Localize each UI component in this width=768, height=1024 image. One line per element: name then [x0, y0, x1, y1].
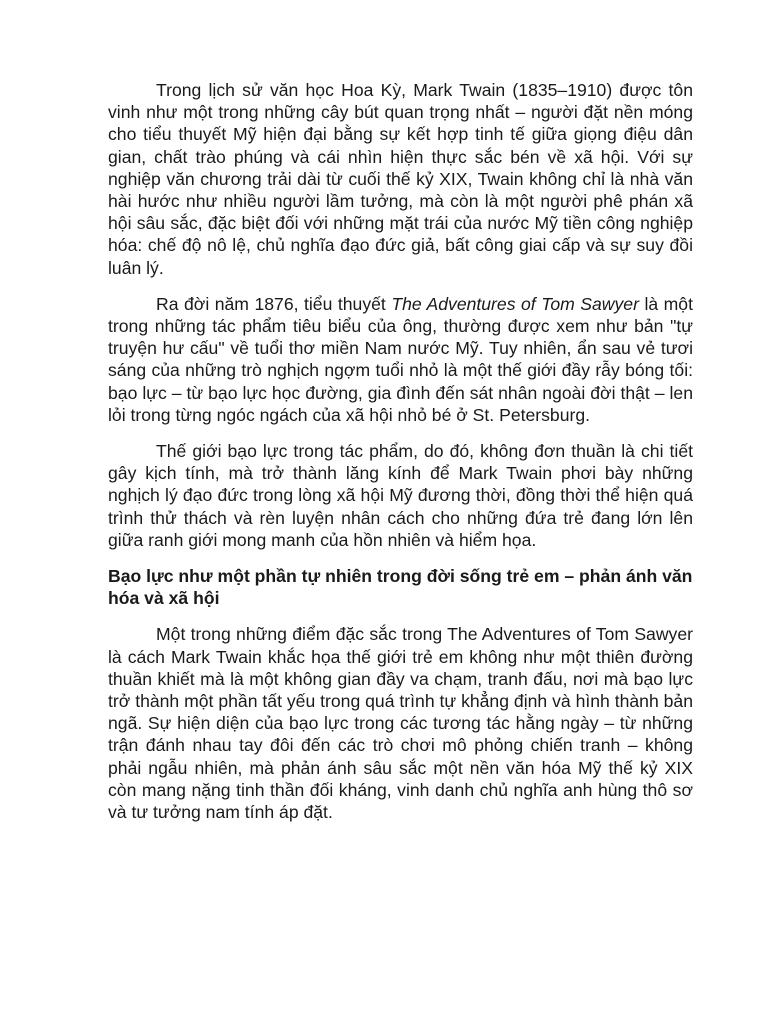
paragraph-intro: Trong lịch sử văn học Hoa Kỳ, Mark Twain (1835–1910) được tôn vinh như một trong những cây bút quan trọng nhất – người đặt nền móng cho tiểu thuyết Mỹ hiện đại bằng sự kết hợp tinh tế giữa giọng điệu dân gian, chất trào phúng và cái nhìn hiện thực sắc bén về xã hội. Với sự nghiệp văn chương trải dài từ cuối thế kỷ XIX, Twain không chỉ là nhà văn hài hước như nhiều người lầm tưởng, mà còn là một người phê phán xã hội sâu sắc, đặc biệt đối với những mặt trái của nước Mỹ tiền công nghiệp hóa: chế độ nô lệ, chủ nghĩa đạo đức giả, bất công giai cấp và sự suy đồi luân lý.	[108, 80, 693, 278]
section-heading: Bạo lực như một phần tự nhiên trong đời sống trẻ em – phản ánh văn hóa và xã hội	[108, 566, 693, 609]
paragraph-text: Ra đời năm 1876, tiểu thuyết	[156, 293, 392, 314]
paragraph-violence-world: Thế giới bạo lực trong tác phẩm, do đó, không đơn thuần là chi tiết gây kịch tính, mà trở thành lăng kính để Mark Twain phơi bày những nghịch lý đạo đức trong lòng xã hội Mỹ đương thời, đồng thời thể hiện quá trình thử thách và rèn luyện nhân cách cho những đứa trẻ đang lớn lên giữa ranh giới mong manh của hồn nhiên và hiểm họa.	[108, 441, 693, 550]
paragraph-section-body: Một trong những điểm đặc sắc trong The Adventures of Tom Sawyer là cách Mark Twain khắc họa thế giới trẻ em không như một thiên đường thuần khiết mà là một không gian đầy va chạm, tranh đấu, nơi mà bạo lực trở thành một phần tất yếu trong quá trình tự khẳng định và hình thành bản ngã. Sự hiện diện của bạo lực trong các tương tác hằng ngày – từ những trận đánh nhau tay đôi đến các trò chơi mô phỏng chiến tranh – không phải ngẫu nhiên, mà phản ánh sâu sắc một nền văn hóa Mỹ thế kỷ XIX còn mang nặng tinh thần đối kháng, vinh danh chủ nghĩa anh hùng thô sơ và tư tưởng nam tính áp đặt.	[108, 624, 693, 823]
paragraph-tom-sawyer	[108, 293, 693, 426]
document-page	[108, 79, 693, 823]
book-title: The Adventures of Tom Sawyer	[391, 293, 639, 314]
paragraph-text: là một trong những tác phẩm tiêu biểu của ông, thường được xem như bản "tự truyện hư cấu" về tuổi thơ miền Nam nước Mỹ. Tuy nhiên, ẩn sau vẻ tươi sáng của những trò nghịch ngợm tuổi nhỏ là một thế giới đầy rẫy bóng tối: bạo lực – từ bạo lực học đường, gia đình đến sát nhân ngoài đời thật – len lỏi trong từng ngóc ngách của xã hội nhỏ bé ở St. Petersburg.	[108, 293, 693, 425]
